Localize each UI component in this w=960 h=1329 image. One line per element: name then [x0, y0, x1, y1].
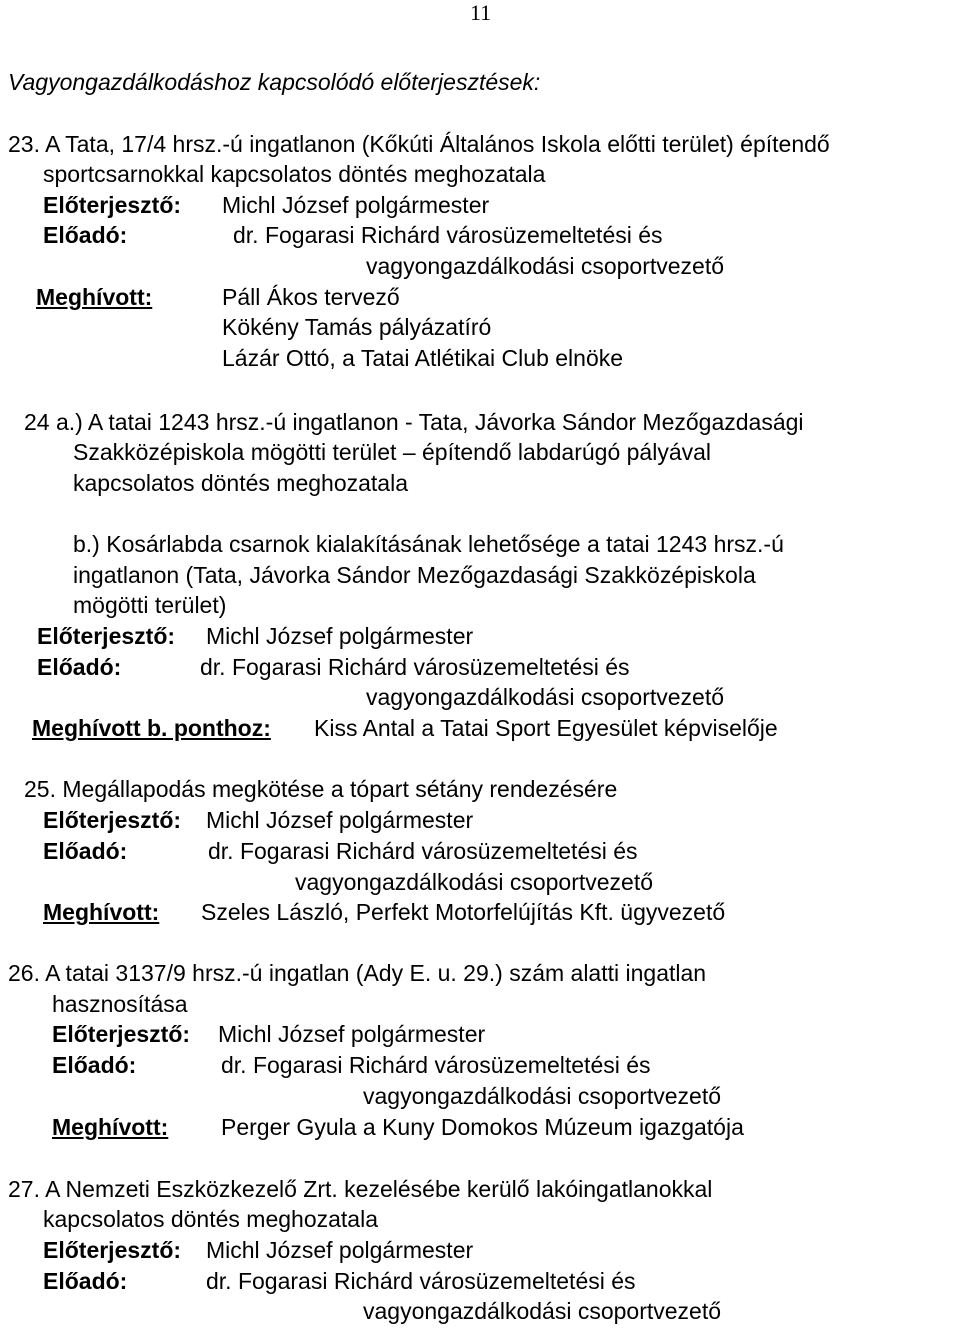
- item-23-title-line2: sportcsarnokkal kapcsolatos döntés meghozatala: [43, 161, 546, 187]
- section-heading: Vagyongazdálkodáshoz kapcsolódó előterjesztések:: [8, 69, 541, 95]
- item-26-eloado-value2: vagyongazdálkodási csoportvezető: [363, 1083, 722, 1109]
- item-25-meghivott-value: Szeles László, Perfekt Motorfelújítás Kft. ügyvezető: [201, 899, 726, 925]
- item-23-meghivott-3: Lázár Ottó, a Tatai Atlétikai Club elnöke: [222, 345, 624, 371]
- item-24-meghivott-label: Meghívott b. ponthoz:: [32, 715, 271, 741]
- item-23-meghivott-1: Páll Ákos tervező: [222, 284, 400, 310]
- item-27-eloado-value1: dr. Fogarasi Richárd városüzemeltetési és: [206, 1268, 636, 1294]
- item-24a-line2: Szakközépiskola mögötti terület – építendő labdarúgó pályával: [73, 439, 712, 465]
- item-23-meghivott-2: Kökény Tamás pályázatíró: [222, 314, 492, 340]
- item-23-meghivott-label: Meghívott:: [36, 284, 153, 310]
- item-24-eloterjeszto-label: Előterjesztő:: [37, 623, 176, 649]
- item-23-eloterjeszto-label: Előterjesztő:: [43, 192, 182, 218]
- item-27-eloado-label: Előadó:: [43, 1268, 128, 1294]
- item-26-eloterjeszto-value: Michl József polgármester: [218, 1021, 486, 1047]
- item-24-eloado-label: Előadó:: [37, 654, 122, 680]
- page-number: 11: [470, 0, 492, 25]
- item-23-eloado-value1: dr. Fogarasi Richárd városüzemeltetési és: [233, 222, 663, 248]
- item-25-eloado-value1: dr. Fogarasi Richárd városüzemeltetési és: [208, 838, 638, 864]
- item-27-eloterjeszto-label: Előterjesztő:: [43, 1237, 182, 1263]
- item-27-eloterjeszto-value: Michl József polgármester: [206, 1237, 474, 1263]
- item-27-title-line1: 27. A Nemzeti Eszközkezelő Zrt. kezelésébe kerülő lakóingatlanokkal: [8, 1176, 713, 1202]
- item-25-eloterjeszto-value: Michl József polgármester: [206, 807, 474, 833]
- item-25-eloado-value2: vagyongazdálkodási csoportvezető: [295, 869, 654, 895]
- item-24b-line3: mögötti terület): [73, 592, 227, 618]
- item-25-title: 25. Megállapodás megkötése a tópart sétány rendezésére: [24, 776, 618, 802]
- item-23-eloado-value2: vagyongazdálkodási csoportvezető: [366, 253, 725, 279]
- item-26-eloterjeszto-label: Előterjesztő:: [52, 1021, 191, 1047]
- item-26-eloado-label: Előadó:: [52, 1052, 137, 1078]
- item-24-eloado-value2: vagyongazdálkodási csoportvezető: [366, 684, 725, 710]
- item-24a-line1: 24 a.) A tatai 1243 hrsz.-ú ingatlanon - Tata, Jávorka Sándor Mezőgazdasági: [24, 409, 804, 435]
- item-24b-line1: b.) Kosárlabda csarnok kialakításának lehetősége a tatai 1243 hrsz.-ú: [73, 531, 784, 557]
- item-26-title-line2: hasznosítása: [52, 991, 188, 1017]
- item-23-eloterjeszto-value: Michl József polgármester: [222, 192, 490, 218]
- item-26-meghivott-label: Meghívott:: [52, 1114, 169, 1140]
- item-25-eloado-label: Előadó:: [43, 838, 128, 864]
- item-26-eloado-value1: dr. Fogarasi Richárd városüzemeltetési és: [221, 1052, 651, 1078]
- item-24-eloado-value1: dr. Fogarasi Richárd városüzemeltetési és: [200, 654, 630, 680]
- item-27-eloado-value2: vagyongazdálkodási csoportvezető: [363, 1298, 722, 1324]
- item-24-meghivott-value: Kiss Antal a Tatai Sport Egyesület képviselője: [314, 715, 778, 741]
- item-24b-line2: ingatlanon (Tata, Jávorka Sándor Mezőgazdasági Szakközépiskola: [73, 562, 756, 588]
- item-23-title-line1: 23. A Tata, 17/4 hrsz.-ú ingatlanon (Kőkúti Általános Iskola előtti terület) építendő: [8, 131, 830, 157]
- item-24-eloterjeszto-value: Michl József polgármester: [206, 623, 474, 649]
- item-27-title-line2: kapcsolatos döntés meghozatala: [43, 1206, 378, 1232]
- item-25-eloterjeszto-label: Előterjesztő:: [43, 807, 182, 833]
- item-26-title-line1: 26. A tatai 3137/9 hrsz.-ú ingatlan (Ady E. u. 29.) szám alatti ingatlan: [8, 960, 707, 986]
- item-24a-line3: kapcsolatos döntés meghozatala: [73, 470, 408, 496]
- item-23-eloado-label: Előadó:: [43, 222, 128, 248]
- item-25-meghivott-label: Meghívott:: [43, 899, 160, 925]
- item-26-meghivott-value: Perger Gyula a Kuny Domokos Múzeum igazgatója: [221, 1114, 744, 1140]
